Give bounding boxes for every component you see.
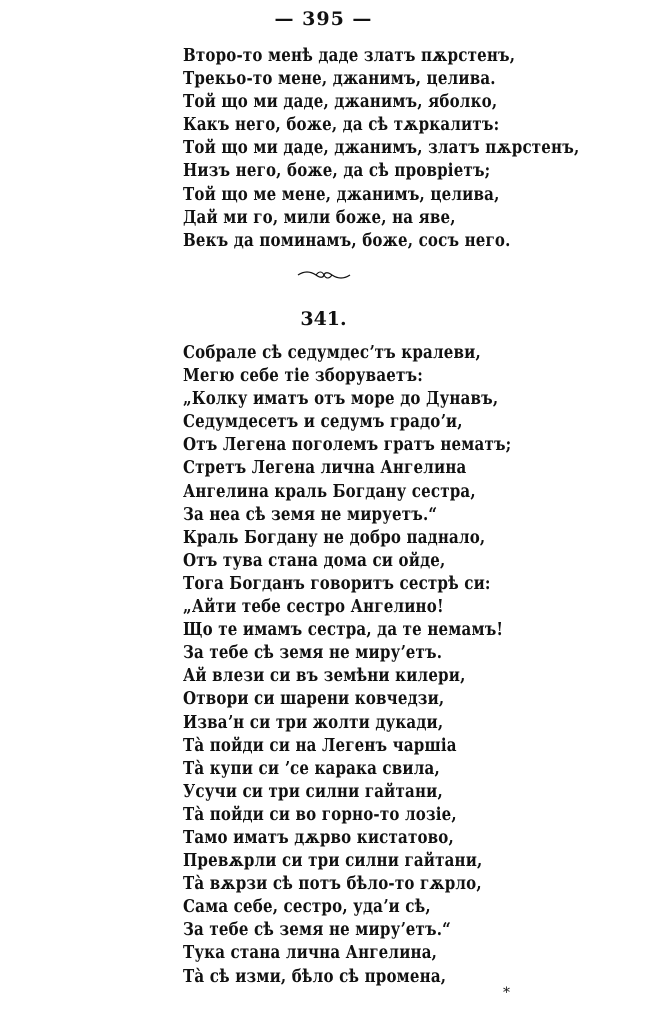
verse-line: За тебе сѣ земя не мируʼетъ. [183,643,443,664]
verse-line: „Айти тебе сестро Ангелино! [183,597,444,618]
verse-line: Векъ да поминамъ, боже, сосъ него. [183,230,511,251]
verse-line: Ай влези си въ земѣни килери, [183,666,466,687]
verse-line: Тà пойди си во горно-то лозіе, [183,804,457,825]
ornament-divider [0,268,647,286]
verse-line: Отвори си шарени ковчедзи, [183,689,445,710]
verse-line: Той що ми даде, джанимъ, яболко, [183,92,498,113]
verse-line: Той що ме мене, джанимъ, целива, [183,184,500,205]
verse-line: Низъ него, боже, да сѣ провріетъ; [183,161,491,182]
verse-line: Усучи си три силни гайтани, [183,781,443,802]
verse-line: Стретъ Легена лична Ангелина [183,458,467,479]
verse-line: Какъ него, боже, да сѣ тѫркалитъ: [183,115,500,136]
verse-line: Дай ми го, мили боже, на яве, [183,207,456,228]
verse-line: Отъ тува стана дома си ойде, [183,550,446,571]
verse-line: Мегю себе тіе зборуваетъ: [183,366,423,387]
page-number-header: — 395 — [274,8,373,30]
verse-line: Тамо иматъ дѫрво кистатово, [183,827,454,848]
verse-line: Сама себе, сестро, удаʼи сѣ, [183,897,431,918]
verse-line: За неа сѣ земя не мируетъ.“ [183,504,438,525]
verse-line: Ангелина краль Богдану сестра, [183,481,476,502]
verse-line: Тука стана лична Ангелина, [183,943,438,964]
verse-line: „Колку иматъ отъ море до Дунавъ, [183,389,499,410]
verse-line: Седумдесетъ и седумъ градоʼи, [183,412,463,433]
verse-line: Краль Богдану не добро паднало, [183,527,486,548]
verse-line: Превѫрли си три силни гайтани, [183,851,483,872]
verse-line: Той що ми даде, джанимъ, златъ пѫрстенъ, [183,138,580,159]
verse-line: Тà пойди си на Легенъ чаршіа [183,735,457,756]
verse-line: Тà вѫрзи сѣ потъ бѣло-то гѫрло, [183,874,482,895]
poem-number: 341. [300,308,347,330]
verse-line: Отъ Легена поголемъ гратъ нематъ; [183,435,512,456]
verse-line: Собрале сѣ седумдесʼтъ кралеви, [183,343,481,363]
page-mark: * [503,985,510,1001]
verse-line: Що те имамъ сестра, да те немамъ! [183,620,504,641]
verse-line: Тà купи си ʼсе карака свила, [183,758,440,779]
verse-block-top [183,45,644,253]
verse-block-bottom [183,342,565,989]
verse-line: За тебе сѣ земя не мируʼетъ.“ [183,920,451,941]
flourish-icon [296,268,352,282]
verse-line: Трекьо-то мене, джанимъ, целива. [183,69,496,90]
verse-line: Тога Богданъ говоритъ сестрѣ си: [183,573,491,594]
verse-line: Изваʼн си три жолти дукади, [183,712,444,733]
verse-line: Тà сѣ изми, бѣло сѣ промена, [183,966,447,987]
verse-line: Второ-то менѣ даде златъ пѫрстенъ, [183,46,516,66]
